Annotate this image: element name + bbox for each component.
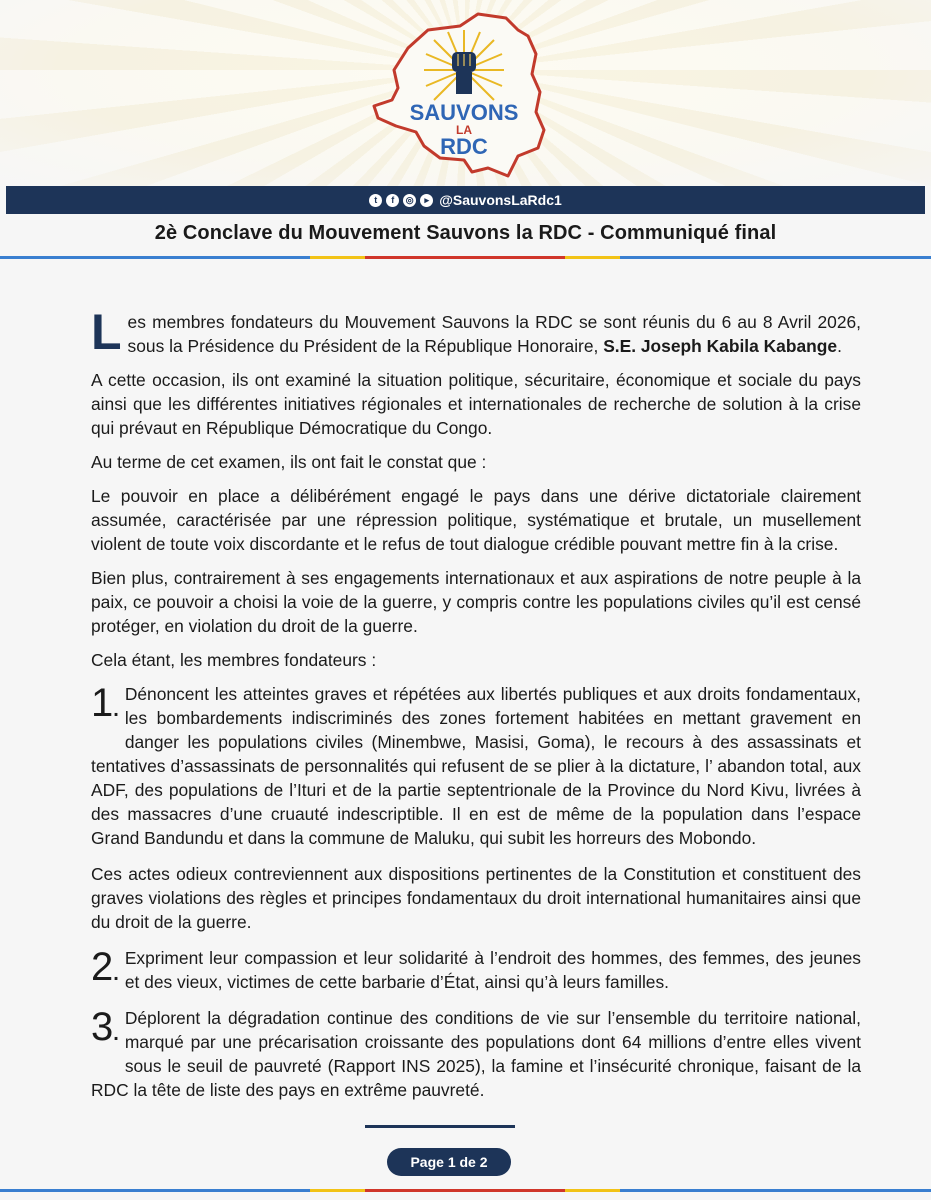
logo-text-la: LA xyxy=(456,123,472,137)
item-1-followup: Ces actes odieux contreviennent aux dispositions pertinentes de la Constitution et constituent des graves violations des règles et principes fondamentaux du droit international humanitaires ainsi que du droit de la guerre. xyxy=(91,864,861,932)
twitter-icon[interactable]: t xyxy=(369,194,382,207)
page-title: 2è Conclave du Mouvement Sauvons la RDC - Communiqué final xyxy=(154,222,777,244)
logo-text-rdc: RDC xyxy=(440,134,488,159)
intro-bold-name: S.E. Joseph Kabila Kabange xyxy=(603,336,838,356)
footer-divider xyxy=(365,1125,515,1128)
item-number-1: 1. xyxy=(91,681,119,725)
item-text-3: Déplorent la dégradation continue des conditions de vie sur l’ensemble du territoire national, marqué par une précarisation croissante des populations dont 64 millions d’entre elles vivent sous le seuil de pauvreté (Rapport INS 2025), la famine et l’insécurité chronique, faisant de la RDC la tête de liste des pays en extrême pauvreté. xyxy=(91,1008,861,1100)
paragraph-constat: Au terme de cet examen, ils ont fait le constat que : xyxy=(91,452,487,472)
intro-paragraph xyxy=(91,304,861,360)
page-number-badge: Page 1 de 2 xyxy=(387,1148,511,1176)
tricolor-divider-bottom xyxy=(0,1189,931,1192)
paragraph-situation: A cette occasion, ils ont examiné la situation politique, sécuritaire, économique et sociale du pays ainsi que les différentes initiatives régionales et internationales de recherche de solution à la crise qui prévaut en République Démocratique du Congo. xyxy=(91,370,861,438)
numbered-item-1 xyxy=(91,682,861,850)
intro-end: . xyxy=(837,336,842,356)
numbered-item-2 xyxy=(91,946,861,994)
instagram-icon[interactable]: ◎ xyxy=(403,194,416,207)
drop-cap: L xyxy=(91,304,122,360)
logo-text-sauvons: SAUVONS xyxy=(409,100,519,125)
numbered-item-3 xyxy=(91,1006,861,1102)
facebook-icon[interactable]: f xyxy=(386,194,399,207)
item-number-3: 3. xyxy=(91,1005,119,1049)
social-handle[interactable]: @SauvonsLaRdc1 xyxy=(439,192,562,208)
social-icons xyxy=(369,194,433,207)
communique-body xyxy=(91,304,861,1112)
social-bar xyxy=(6,186,925,214)
youtube-icon[interactable]: ▸ xyxy=(420,194,433,207)
item-text-2: Expriment leur compassion et leur solidarité à l’endroit des hommes, des femmes, des jeunes et des vieux, victimes de cette barbarie d’État, ainsi qu’à leurs familles. xyxy=(124,948,861,992)
intro-text: es membres fondateurs du Mouvement Sauvons la RDC se sont réunis du 6 au 8 Avril 2026, sous la Présidence du Président de la République Honoraire, xyxy=(127,312,861,356)
sauvons-la-rdc-logo xyxy=(368,8,564,184)
paragraph-guerre: Bien plus, contrairement à ses engagements internationaux et aux aspirations de notre peuple à la paix, ce pouvoir a choisi la voie de la guerre, y compris contre les populations civiles qu’il est censé protéger, en violation du droit de la guerre. xyxy=(91,568,861,636)
tricolor-divider-top xyxy=(0,256,931,259)
item-text-1: Dénoncent les atteintes graves et répétées aux libertés publiques et aux droits fondamentaux, les bombardements indiscriminés des zones fortement habitées en mettant gravement en danger les populations civiles (Minembwe, Masisi, Goma), le recours à des assassinats et tentatives d’assassinats de personnalités qui refusent de se plier à la dictature, l’ abandon total, aux ADF, des populations de l’Ituri et de la partie septentrionale de la Province du Nord Kivu, livrées à des massacres d’une cruauté indescriptible. Il en est de même de la population dans l’espace Grand Bandundu et dans la commune de Maluku, qui subit les horreurs des Mobondo. xyxy=(91,684,861,848)
paragraph-cela-etant: Cela étant, les membres fondateurs : xyxy=(91,650,377,670)
paragraph-pouvoir: Le pouvoir en place a délibérément engagé le pays dans une dérive dictatoriale clairement assumée, caractérisée par une répression politique, systématique et brutale, un musellement violent de toute voix discordante et le refus de tout dialogue crédible pouvant mettre fin à la crise. xyxy=(91,486,861,554)
item-number-2: 2. xyxy=(91,945,119,989)
